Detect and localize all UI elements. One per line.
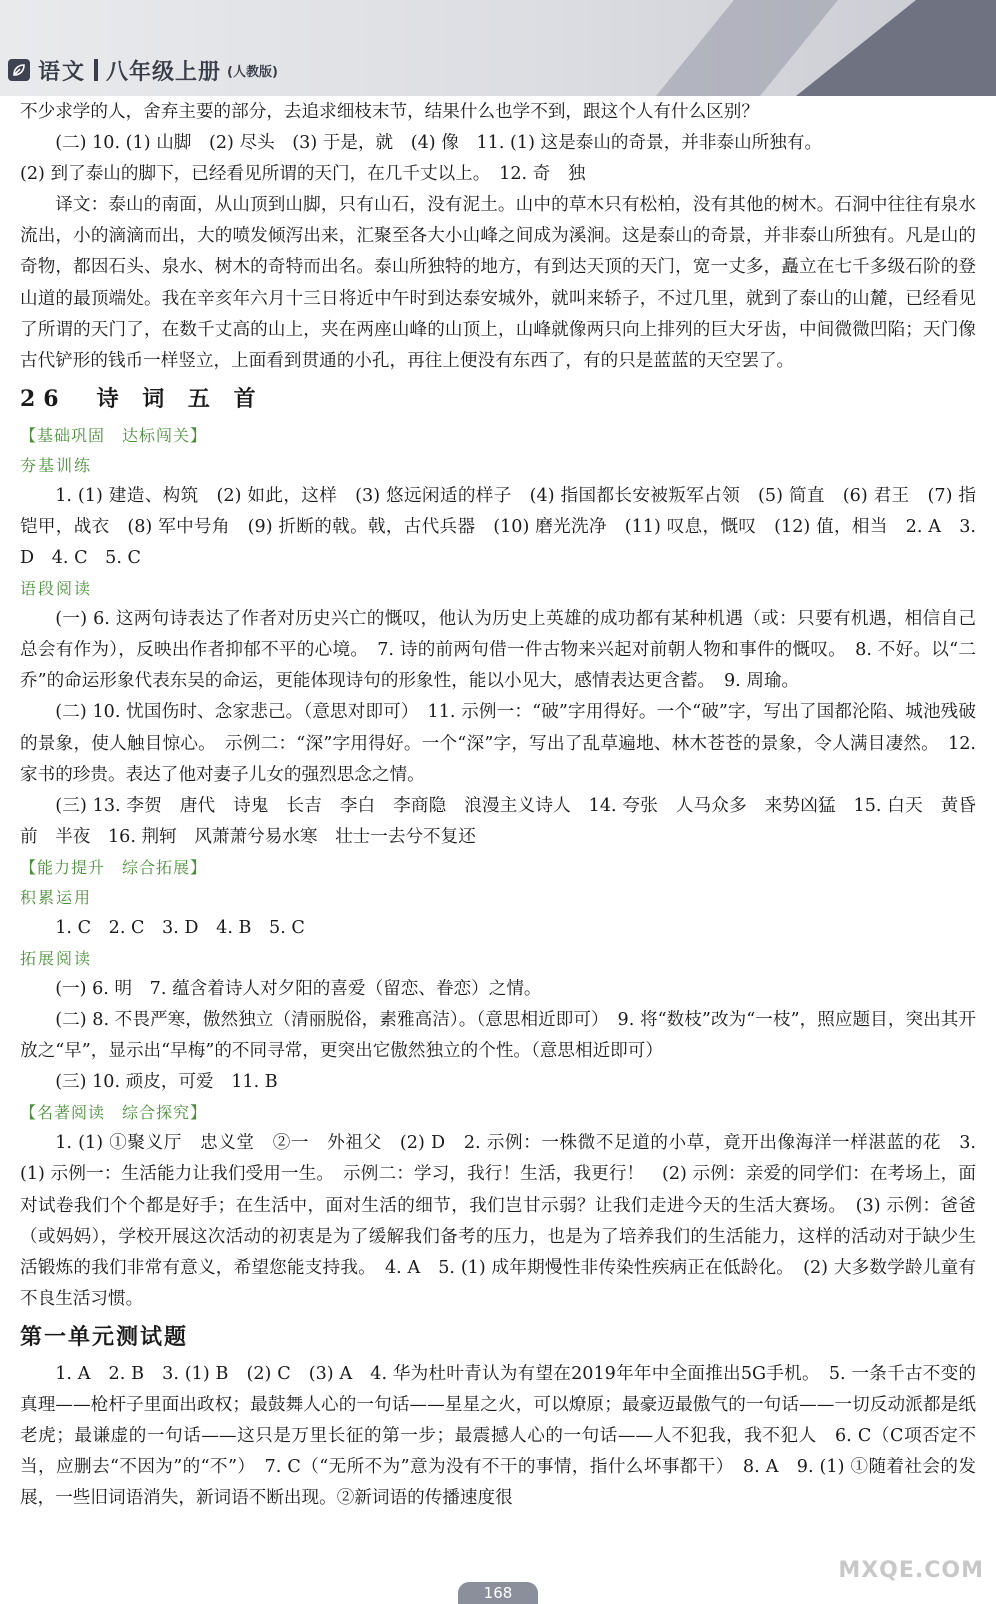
- paragraph: 不少求学的人，舍弃主要的部分，去追求细枝末节，结果什么也学不到，跟这个人有什么区别？: [20, 102, 759, 122]
- subsection-label: 夯基训练: [20, 455, 93, 475]
- paragraph: (二) 8. 不畏严寒，傲然独立（清丽脱俗，素雅高洁）。（意思相近即可） 9. 将“数枝”改为“一枝”，照应题目，突出其开放之“早”，显示出“早梅”的不同寻常，更突出它傲然独立的个性。（意思相近即可）: [20, 1010, 976, 1062]
- paragraph: (2) 到了泰山的脚下，已经看见所谓的天门，在几千丈以上。 12. 奇 独: [20, 164, 586, 185]
- leaf-icon: [8, 59, 30, 81]
- paragraph: (一) 6. 明 7. 蕴含着诗人对夕阳的喜爱（留恋、眷恋）之情。: [55, 978, 542, 999]
- subsection-label: 语段阅读: [20, 579, 93, 599]
- edition-label: (人教版): [227, 64, 278, 80]
- subsection-label: 拓展阅读: [20, 948, 93, 968]
- paragraph: (二) 10. 忧国伤时、念家悲己。（意思对即可） 11. 示例一：“破”字用得好。一个“破”字，写出了国都沦陷、城池残破的景象，使人触目惊心。 示例二：“深”字用得好。一个“深”字，写出了乱草遍地、林木苍苍的景象，令人满目凄然。 12. 家书的珍贵。表达了他对妻子儿女的强烈思念之情。: [20, 702, 976, 785]
- paragraph: (三) 13. 李贺 唐代 诗鬼 长吉 李白 李商隐 浪漫主义诗人 14. 夸张 人马众多 来势凶猛 15. 白天 黄昏前 半夜 16. 荆轲 风萧萧兮易水寒 壮士一去兮不复还: [20, 795, 976, 847]
- paragraph: (二) 10. (1) 山脚 (2) 尽头 (3) 于是，就 (4) 像 11. (1) 这是泰山的奇景，并非泰山所独有。: [55, 133, 823, 154]
- paragraph: 1. C 2. C 3. D 4. B 5. C: [55, 917, 305, 938]
- subsection-label: 积累运用: [20, 887, 93, 907]
- translation-paragraph: 译文：泰山的南面，从山顶到山脚，只有山石，没有泥土。山中的草木只有松柏，没有其他的树木。石洞中往往有泉水流出，小的滴滴而出，大的喷发倾泻出来，汇聚至各大小山峰之间成为溪涧。这是泰山的奇景，并非泰山所独有。凡是山的奇物，都因石头、泉水、树木的奇特而出名。泰山所独特的地方，有到达天顶的天门，宽一丈多，矗立在七千多级石阶的登山道的最顶端处。我在辛亥年六月十三日将近中午时到达泰安城外，就叫来轿子，不过几里，就到了泰山的山麓，已经看见了所谓的天门了，在数千丈高的山上，夹在两座山峰的山顶上，山峰就像两只向上排列的巨大牙齿，中间微微凹陷；天门像古代铲形的钱币一样竖立，上面看到贯通的小孔，再往上便没有东西了，有的只是蓝蓝的天空罢了。: [20, 195, 976, 371]
- paragraph: (三) 10. 顽皮，可爱 11. B: [55, 1072, 278, 1093]
- page-number: 168: [458, 1582, 538, 1604]
- paragraph: 1. A 2. B 3. (1) B (2) C (3) A 4. 华为杜叶青认为有望在2019年年中全面推出5G手机。 5. 一条千古不变的真理——枪杆子里面出政权；最鼓舞人心的一句话——星星之火，可以燎原；最豪迈最傲气的一句话——一切反动派都是纸老虎；最谦虚的一句话——这只是万里长征的第一步；最震撼人心的一句话——人不犯我，我不犯人 6. C（C项否定不当，应删去“不因为”的“不”） 7. C（“无所不为”意为没有不干的事情，指什么坏事都干） 8. A 9. (1) ①随着社会的发展，一些旧词语消失，新词语不断出现。②新词语的传播速度很: [20, 1363, 976, 1509]
- section-tag: 【名著阅读 综合探究】: [20, 1103, 208, 1123]
- section-tag: 【能力提升 综合拓展】: [20, 857, 208, 877]
- test-title: 第一单元测试题: [20, 1323, 189, 1350]
- answer-content: [20, 97, 976, 1514]
- grade-label: 八年级上册: [106, 59, 222, 85]
- subject-label: 语文: [38, 59, 87, 85]
- header-separator: [94, 59, 98, 81]
- header-bar: [8, 55, 278, 85]
- page-header: [0, 0, 996, 96]
- section-tag: 【基础巩固 达标闯关】: [20, 425, 208, 445]
- paragraph: 1. (1) 建造、构筑 (2) 如此，这样 (3) 悠远闲适的样子 (4) 指国都长安被叛军占领 (5) 简直 (6) 君王 (7) 指铠甲，战衣 (8) 军中号角 (9) 折断的戟。戟，古代兵器 (10) 磨光洗净 (11) 叹息，慨叹 (12) 值，相当 2. A 3. D 4. C 5. C: [20, 485, 976, 569]
- watermark: MXQE.COM: [838, 1558, 984, 1583]
- paragraph: 1. (1) ①聚义厅 忠义堂 ②一 外祖父 (2) D 2. 示例：一株微不足道的小草，竟开出像海洋一样湛蓝的花 3. (1) 示例一：生活能力让我们受用一生。 示例二：学习，我行！生活，我更行！ (2) 示例：亲爱的同学们：在考场上，面对试卷我们个个都是好手；在生活中，面对生活的细节，我们岂甘示弱？让我们走进今天的生活大赛场。 (3) 示例：爸爸（或妈妈），学校开展这次活动的初衷是为了缓解我们备考的压力，也是为了培养我们的生活能力，这样的活动对于缺少生活锻炼的我们非常有意义，希望您能支持我。 4. A 5. (1) 成年期慢性非传染性疾病正在低龄化。 (2) 大多数学龄儿童有不良生活习惯。: [20, 1133, 976, 1309]
- paragraph: (一) 6. 这两句诗表达了作者对历史兴亡的慨叹，他认为历史上英雄的成功都有某种机遇（或：只要有机遇，相信自己总会有作为），反映出作者抑郁不平的心境。 7. 诗的前两句借一件古物来兴起对前朝人物和事件的慨叹。 8. 不好。以“二乔”的命运形象代表东吴的命运，更能体现诗句的形象性，能以小见大，感情表达更含蓄。 9. 周瑜。: [20, 609, 976, 692]
- section-title: 26 诗 词 五 首: [20, 385, 264, 412]
